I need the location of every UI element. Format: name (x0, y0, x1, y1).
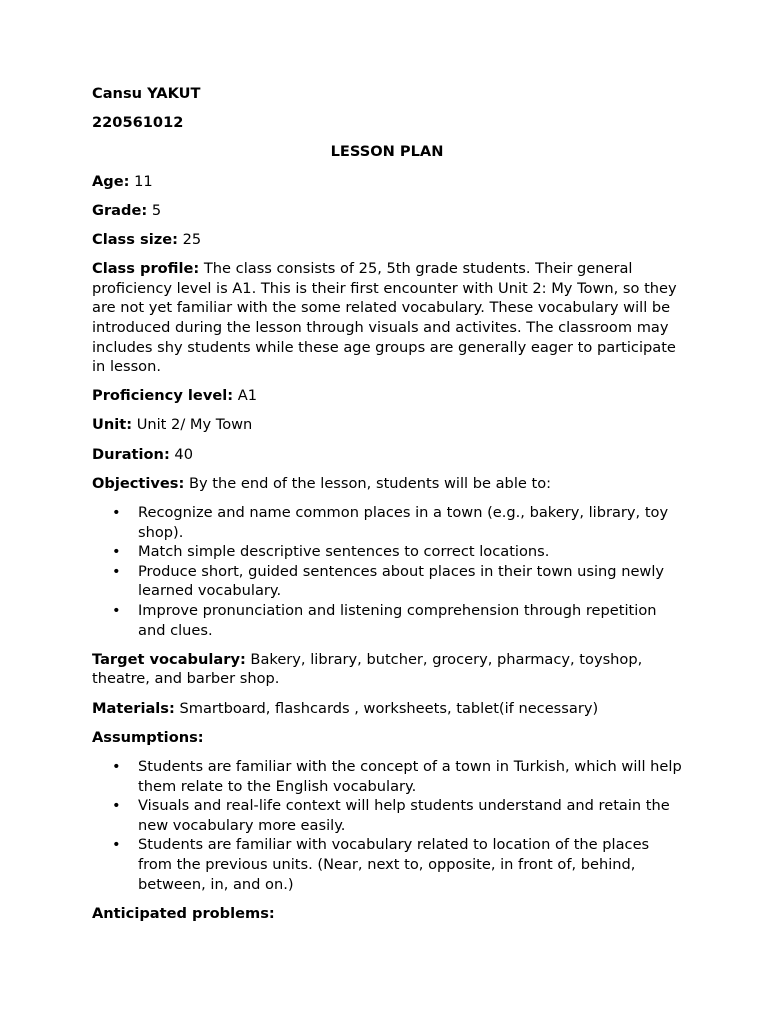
proficiency-value: A1 (233, 387, 257, 405)
list-item (92, 601, 682, 640)
duration-label: Duration: (92, 445, 170, 463)
class-profile-label: Class profile: (92, 260, 200, 278)
document-page (92, 84, 682, 933)
class-size-field (92, 230, 682, 250)
assumptions-list (92, 757, 682, 894)
list-item (92, 835, 682, 894)
objectives-list (92, 503, 682, 640)
objectives-field (92, 474, 682, 494)
grade-value: 5 (147, 201, 162, 219)
list-item-text: Improve pronunciation and listening comprehension through repetition and clues. (138, 602, 657, 639)
materials-field (92, 699, 682, 719)
bullet-icon: • (112, 797, 121, 815)
objectives-value: By the end of the lesson, students will be able to: (184, 474, 552, 492)
grade-field (92, 201, 682, 221)
student-id: 220561012 (92, 114, 184, 132)
proficiency-field (92, 386, 682, 406)
list-item-text: Students are familiar with the concept of a town in Turkish, which will help them relate to the English vocabulary. (138, 757, 682, 795)
anticipated-problems-label: Anticipated problems: (92, 904, 275, 922)
grade-label: Grade: (92, 201, 148, 219)
target-vocabulary-label: Target vocabulary: (92, 650, 246, 668)
list-item-text: Recognize and name common places in a town (e.g., bakery, library, toy shop). (138, 504, 669, 541)
proficiency-label: Proficiency level: (92, 387, 234, 405)
anticipated-problems-field (92, 904, 682, 924)
bullet-icon: • (112, 562, 121, 580)
list-item (92, 562, 682, 601)
assumptions-field (92, 728, 682, 748)
author-name: Cansu YAKUT (92, 85, 201, 102)
list-item (92, 796, 682, 835)
unit-value: Unit 2/ My Town (132, 416, 253, 434)
class-profile-value: The class consists of 25, 5th grade students. Their general proficiency level is A1. This is their first encounter with Unit 2: My Town, so they are not yet familiar with the some related vocabulary. These vocabulary will be introduced during the lesson through visuals and activites. The classroom may includes shy students while these age groups are generally eager to participate in lesson. (92, 260, 677, 376)
assumptions-label: Assumptions: (92, 728, 204, 746)
materials-label: Materials: (92, 699, 175, 717)
class-size-label: Class size: (92, 230, 178, 248)
class-size-value: 25 (177, 230, 202, 248)
age-field (92, 172, 682, 192)
list-item (92, 503, 682, 542)
list-item-text: Visuals and real-life context will help students understand and retain the new vocabulary more easily. (138, 797, 670, 834)
unit-label: Unit: (92, 416, 133, 434)
unit-field (92, 415, 682, 435)
duration-field (92, 445, 682, 465)
age-value: 11 (129, 172, 153, 190)
list-item-text: Match simple descriptive sentences to correct locations. (138, 543, 550, 561)
age-label: Age: (92, 172, 130, 190)
bullet-icon: • (112, 757, 121, 775)
bullet-icon: • (112, 504, 121, 522)
target-vocabulary-value: Bakery, library, butcher, grocery, pharmacy, toyshop, theatre, and barber shop. (92, 650, 643, 688)
target-vocabulary-field (92, 650, 682, 689)
document-title: LESSON PLAN (330, 143, 444, 161)
objectives-label: Objectives: (92, 474, 185, 492)
list-item (92, 542, 682, 562)
class-profile-field (92, 259, 682, 377)
duration-value: 40 (169, 445, 193, 463)
bullet-icon: • (112, 543, 121, 561)
materials-value: Smartboard, flashcards , worksheets, tablet(if necessary) (174, 699, 599, 717)
list-item-text: Students are familiar with vocabulary related to location of the places from the previous units. (Near, next to, opposite, in front of, behind, between, in, and on.) (138, 836, 650, 893)
bullet-icon: • (112, 602, 121, 619)
list-item (92, 757, 682, 796)
list-item-text: Produce short, guided sentences about places in their town using newly learned vocabulary. (138, 562, 665, 600)
bullet-icon: • (112, 836, 121, 854)
